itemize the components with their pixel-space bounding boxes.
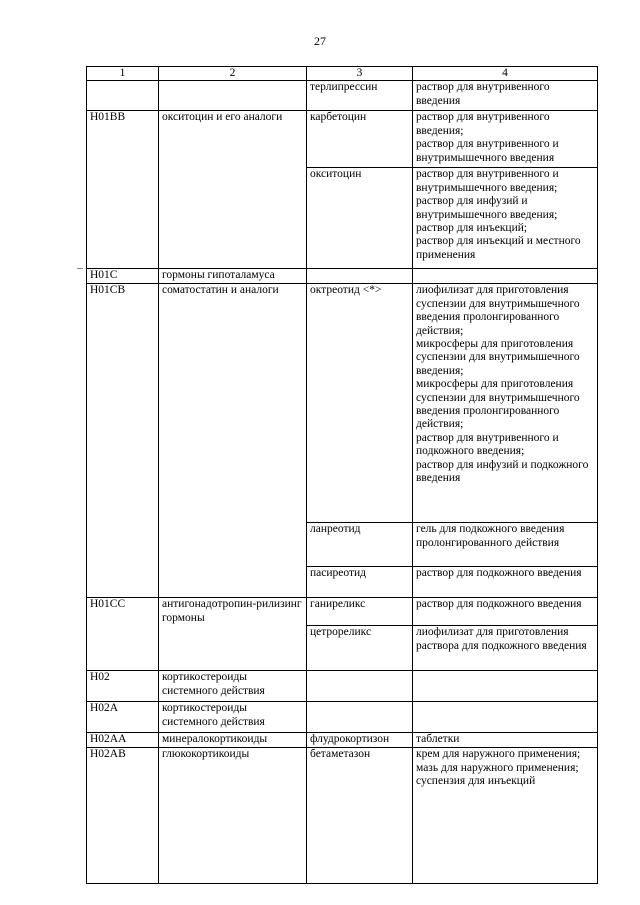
drug-name-cell: бетаметазон xyxy=(307,748,413,884)
drug-name-cell: флудрокортизон xyxy=(307,733,413,748)
group-name-cell: минералокортикоиды xyxy=(159,733,307,748)
dosage-form-cell: раствор для подкожного введения xyxy=(413,567,598,598)
drug-name-cell xyxy=(307,671,413,702)
dosage-form-cell: раствор для внутривенного введения xyxy=(413,81,598,111)
page-number: 27 xyxy=(314,34,326,48)
drug-name-cell xyxy=(307,269,413,284)
drug-name-cell: пасиреотид xyxy=(307,567,413,598)
atc-code-cell: H02A xyxy=(87,702,159,733)
table-row xyxy=(87,671,598,702)
drug-name-cell: ганиреликс xyxy=(307,598,413,626)
drug-name-cell xyxy=(307,702,413,733)
table-row xyxy=(87,748,598,884)
table-row xyxy=(87,284,598,523)
table-row xyxy=(87,81,598,111)
table-header-row xyxy=(87,67,598,81)
group-name-cell: соматостатин и аналоги xyxy=(159,284,307,598)
table-row xyxy=(87,733,598,748)
atc-code-cell: H01CB xyxy=(87,284,159,598)
margin-mark xyxy=(77,268,83,269)
table-row xyxy=(87,702,598,733)
group-name-cell: кортикостероиды системного действия xyxy=(159,702,307,733)
dosage-form-cell: раствор для подкожного введения xyxy=(413,598,598,626)
table-row xyxy=(87,111,598,168)
atc-code-cell: H01BB xyxy=(87,111,159,269)
dosage-form-cell: лиофилизат для приготовления раствора для подкожного введения xyxy=(413,626,598,671)
table-row xyxy=(87,269,598,284)
dosage-form-cell: раствор для внутривенного и внутримышечного введения; раствор для инфузий и внутримышечного введения; раствор для инъекций; раствор для инъекций и местного применения xyxy=(413,168,598,269)
drug-name-cell: ланреотид xyxy=(307,523,413,567)
dosage-form-cell xyxy=(413,671,598,702)
drug-name-cell: карбетоцин xyxy=(307,111,413,168)
dosage-form-cell: лиофилизат для приготовления суспензии для внутримышечного введения пролонгированного действия; микросферы для приготовления суспензии для внутримышечного введения; микросферы для приготовления суспензии для внутримышечного введения пролонгированного действия; раствор для внутривенного и подкожного введения; раствор для инфузий и подкожного введения xyxy=(413,284,598,523)
atc-code-cell xyxy=(87,81,159,111)
dosage-form-cell: таблетки xyxy=(413,733,598,748)
column-header: 2 xyxy=(159,67,307,81)
dosage-form-cell xyxy=(413,702,598,733)
atc-code-cell: H02AA xyxy=(87,733,159,748)
atc-code-cell: H01C xyxy=(87,269,159,284)
atc-code-cell: H01CC xyxy=(87,598,159,671)
drug-name-cell: октреотид <*> xyxy=(307,284,413,523)
column-header: 3 xyxy=(307,67,413,81)
dosage-form-cell: раствор для внутривенного введения; раствор для внутривенного и внутримышечного введения xyxy=(413,111,598,168)
group-name-cell: кортикостероиды системного действия xyxy=(159,671,307,702)
table-row xyxy=(87,598,598,626)
drug-name-cell: терлипрессин xyxy=(307,81,413,111)
drug-name-cell: окситоцин xyxy=(307,168,413,269)
group-name-cell xyxy=(159,81,307,111)
dosage-form-cell: гель для подкожного введения пролонгированного действия xyxy=(413,523,598,567)
drug-name-cell: цетрореликс xyxy=(307,626,413,671)
column-header: 1 xyxy=(87,67,159,81)
atc-code-cell: H02AB xyxy=(87,748,159,884)
column-header: 4 xyxy=(413,67,598,81)
group-name-cell: гормоны гипоталамуса xyxy=(159,269,307,284)
drug-table xyxy=(86,66,598,884)
group-name-cell: антигонадотропин-рилизинг гормоны xyxy=(159,598,307,671)
atc-code-cell: H02 xyxy=(87,671,159,702)
group-name-cell: глюкокортикоиды xyxy=(159,748,307,884)
group-name-cell: окситоцин и его аналоги xyxy=(159,111,307,269)
dosage-form-cell: крем для наружного применения; мазь для наружного применения; суспензия для инъекций xyxy=(413,748,598,884)
dosage-form-cell xyxy=(413,269,598,284)
